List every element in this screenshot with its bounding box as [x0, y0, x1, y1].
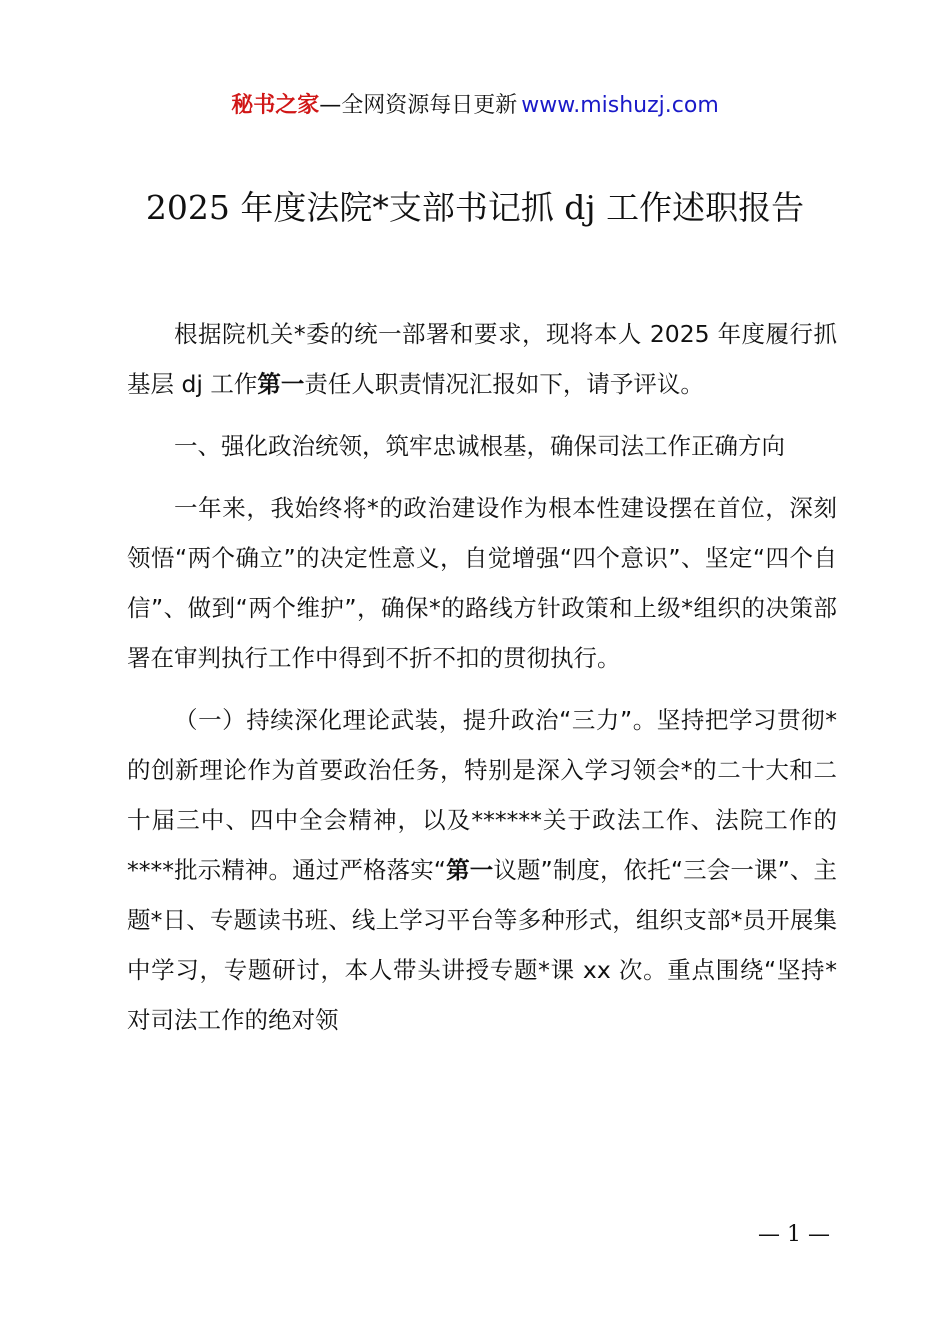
subsection-paragraph [127, 695, 837, 1045]
page-number: — 1 — [758, 1222, 830, 1247]
section-paragraph: 一年来，我始终将*的政治建设作为根本性建设摆在首位，深刻领悟“两个确立”的决定性意义，自觉增强“四个意识”、坚定“四个自信”、做到“两个维护”，确保*的路线方针政策和上级*组织的决策部署在审判执行工作中得到不折不扣的贯彻执行。 [127, 494, 837, 672]
intro-paragraph [127, 309, 837, 409]
header-tagline: —全网资源每日更新 [319, 93, 518, 118]
subsection-bold-text: 第一 [446, 856, 494, 884]
subsection-text-part1: （一）持续深化理论武装，提升政治“三力”。坚持把学习贯彻*的创新理论作为首要政治任务，特别是深入学习领会*的二十大和二十届三中、四中全会精神，以及******关于政法工作、法院工作的****批示精神。通过严格落实“ [127, 706, 837, 884]
subsection-text-part2: 议题”制度，依托“三会一课”、主题*日、专题读书班、线上学习平台等多种形式，组织支部*员开展集中学习，专题研讨，本人带头讲授专题*课 xx 次。重点围绕“坚持*对司法工作的绝对领 [127, 856, 837, 1034]
intro-text-part1: 根据院机关*委的统一部署和要求，现将本人 2025 年度履行抓基层 dj 工作 [127, 320, 837, 398]
intro-text-part2: 责任人职责情况汇报如下，请予评议。 [304, 370, 704, 398]
document-body [127, 309, 837, 1057]
brand-name: 秘书之家 [231, 93, 320, 118]
site-url-link[interactable]: www.mishuzj.com [521, 93, 719, 118]
site-header [0, 88, 950, 119]
document-title: 2025 年度法院*支部书记抓 dj 工作述职报告 [145, 188, 805, 227]
section-heading: 一、强化政治统领，筑牢忠诚根基，确保司法工作正确方向 [174, 432, 785, 460]
intro-bold-text: 第一 [257, 370, 305, 398]
